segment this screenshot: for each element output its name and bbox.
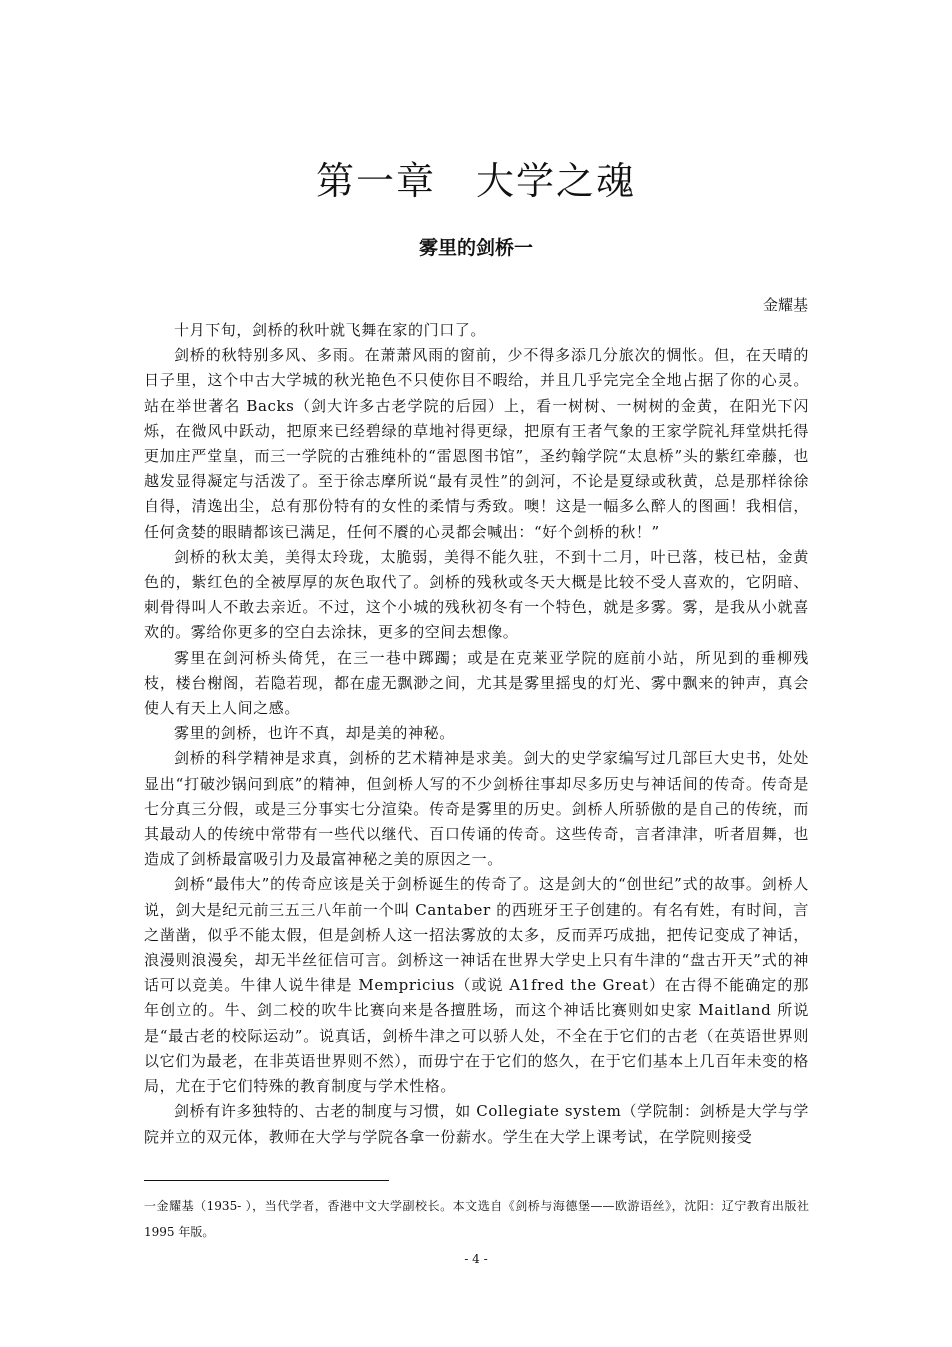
paragraph: 剑桥“最伟大”的传奇应该是关于剑桥诞生的传奇了。这是剑大的“创世纪”式的故事。剑桥人说，剑大是纪元前三五三八年前一个叫 Cantaber 的西班牙王子创建的。有名有姓，有时间，言之凿凿，似乎不能太假，但是剑桥人这一招法雾放的太多，反而弄巧成拙，把传记变成了神话，浪漫则浪漫矣，却无半丝征信可言。剑桥这一神话在世界大学史上只有牛津的“盘古开天”式的神话可以竞美。牛律人说牛律是 Mempricius（或说 A1fred the Great）在古得不能确定的那年创立的。牛、剑二校的吹牛比赛向来是各擅胜场，而这个神话比赛则如史家 Maitland 所说是“最古老的校际运动”。说真话，剑桥牛津之可以骄人处，不全在于它们的古老（在英语世界则以它们为最老，在非英语世界则不然），而毋宁在于它们的悠久，在于它们基本上几百年未变的格局，尤在于它们特殊的教育制度与学术性格。 <box>144 875 809 1096</box>
paragraph: 雾里的剑桥，也许不真，却是美的神秘。 <box>174 724 455 743</box>
section-title: 雾里的剑桥一 <box>418 237 533 259</box>
footnote-divider <box>144 1180 389 1181</box>
paragraph: 剑桥的科学精神是求真，剑桥的艺术精神是求美。剑大的史学家编写过几部巨大史书，处处显出“打破沙锅问到底”的精神，但剑桥人写的不少剑桥往事却尽多历史与神话间的传奇。传奇是七分真三分假，或是三分事实七分渲染。传奇是雾里的历史。剑桥人所骄傲的是自己的传统，而其最动人的传统中常带有一些代以继代、百口传诵的传奇。这些传奇，言者津津，听者眉舞，也造成了剑桥最富吸引力及最富神秘之美的原因之一。 <box>144 749 809 869</box>
paragraph: 雾里在剑河桥头倚凭，在三一巷中踯躅；或是在克莱亚学院的庭前小站，所见到的垂柳残枝，楼台榭阁，若隐若现，都在虚无飘渺之间，尤其是雾里摇曳的灯光、雾中飘来的钟声，真会使人有天上人间之感。 <box>144 648 809 718</box>
paragraph: 十月下旬，剑桥的秋叶就飞舞在家的门口了。 <box>174 321 487 339</box>
paragraph: 剑桥的秋太美，美得太玲珑，太脆弱，美得不能久驻，不到十二月，叶已落，枝已枯，金黄色的，紫红色的全被厚厚的灰色取代了。剑桥的残秋或冬天大概是比较不受人喜欢的，它阴暗、刺骨得叫人不敢去亲近。不过，这个小城的残秋初冬有一个特色，就是多雾。雾，是我从小就喜欢的。雾给你更多的空白去涂抹，更多的空间去想像。 <box>144 547 809 642</box>
paragraph: 剑桥有许多独特的、古老的制度与习惯，如 Collegiate system（学院制：剑桥是大学与学院并立的双元体，教师在大学与学院各拿一份薪水。学生在大学上课考试，在学院则接受 <box>144 1102 809 1146</box>
chapter-title: 第一章 大学之魂 <box>315 159 636 203</box>
page-number: - 4 - <box>464 1252 488 1266</box>
paragraph: 剑桥的秋特别多风、多雨。在萧萧风雨的窗前，少不得多添几分旅次的惆怅。但，在天晴的日子里，这个中古大学城的秋光艳色不只使你目不暇给，并且几乎完完全全地占据了你的心灵。站在举世著名 Backs（剑大许多古老学院的后园）上，看一树树、一树树的金黄，在阳光下闪烁，在微风中跃动，把原来已经碧绿的草地衬得更绿，把原有王者气象的王家学院礼拜堂烘托得更加庄严堂皇，而三一学院的古雅纯朴的“雷恩图书馆”，圣约翰学院“太息桥”头的紫红牵藤，也越发显得凝定与活泼了。至于徐志摩所说“最有灵性”的剑河，不论是夏绿或秋黄，总是那样徐徐自得，清逸出尘，总有那份特有的女性的柔情与秀致。噢！这是一幅多么醉人的图画！我相信，任何贪婪的眼睛都该已满足，任何不餍的心灵都会喊出：“好个剑桥的秋！” <box>144 346 809 541</box>
article-body <box>144 318 809 1150</box>
footnote: 一金耀基（1935- ），当代学者，香港中文大学副校长。本文选自《剑桥与海德堡——欧游语丝》，沈阳：辽宁教育出版社 1995 年版。 <box>144 1199 809 1239</box>
author-name: 金耀基 <box>762 296 808 314</box>
